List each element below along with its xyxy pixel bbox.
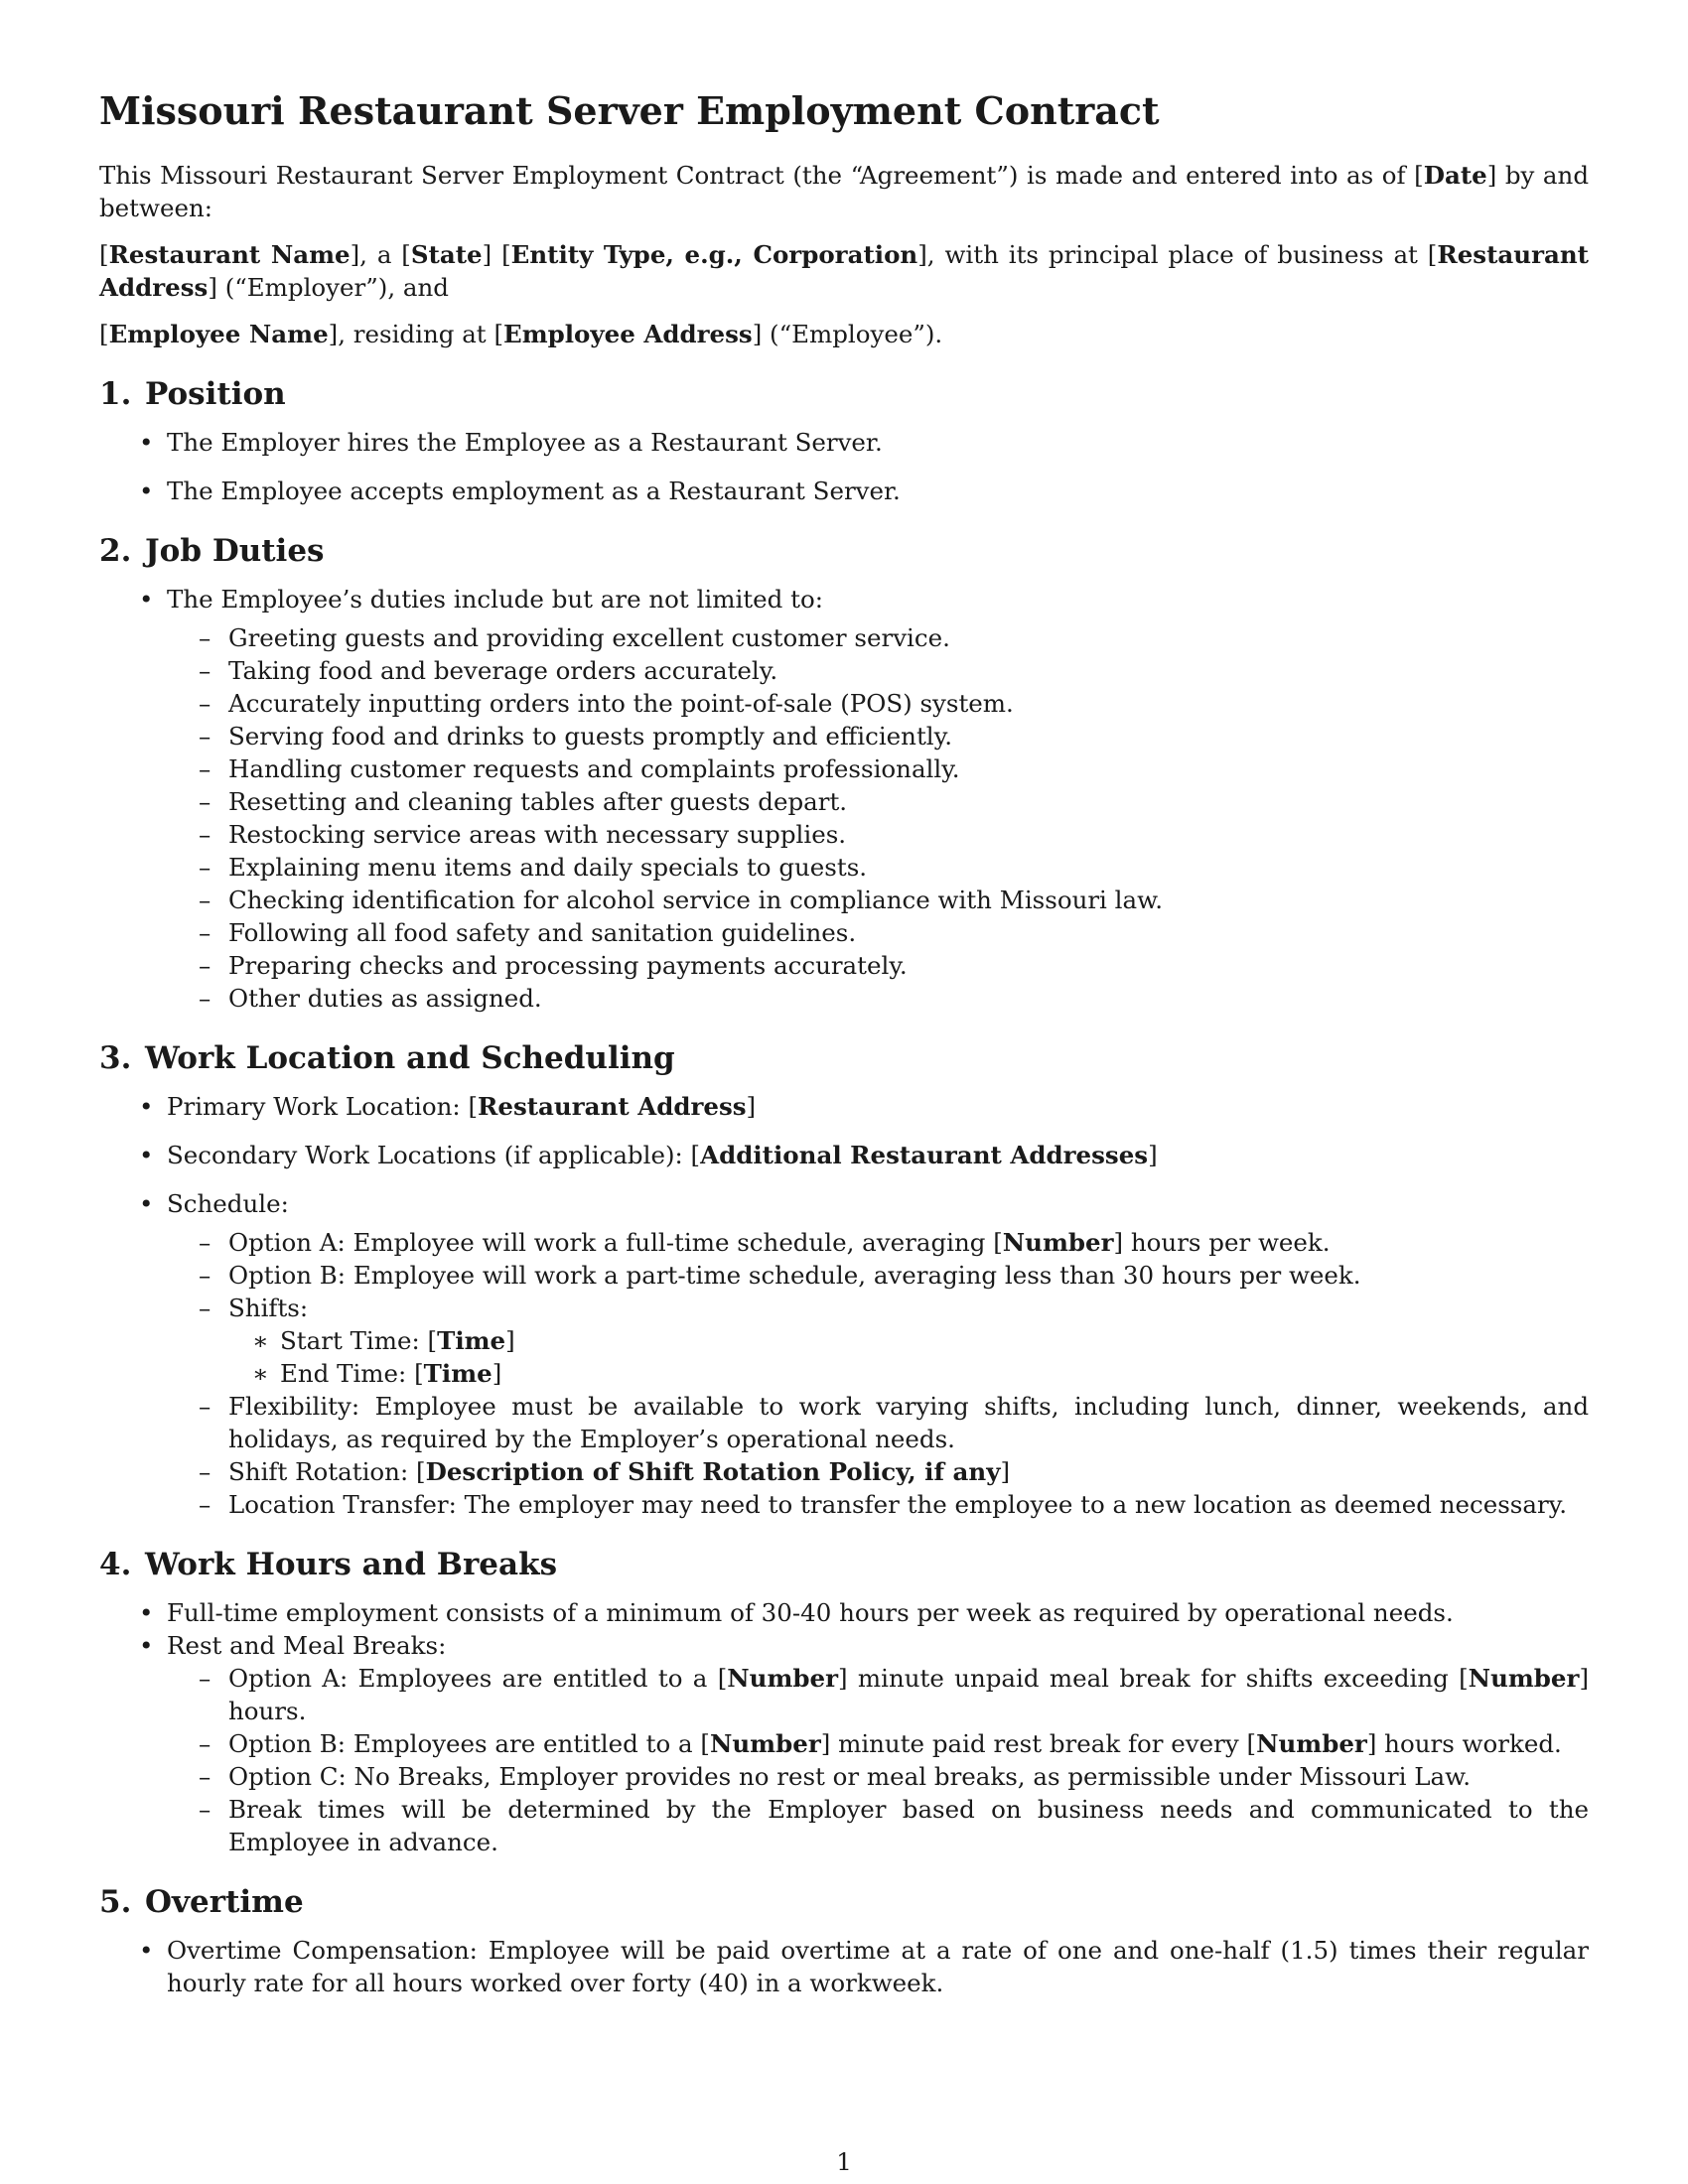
- schedule-text: Location Transfer: The employer may need to transfer the employee to a new location as deemed necessary.: [228, 1490, 1568, 1519]
- dash-icon: –: [199, 754, 211, 783]
- duty-item: [167, 720, 1589, 752]
- dash-icon: –: [199, 722, 211, 751]
- duty-text: Taking food and beverage orders accurately.: [228, 656, 778, 685]
- primary-location-placeholder: Restaurant Address: [478, 1092, 747, 1121]
- shift-item: ∗ Start Time: [Time]: [252, 1326, 515, 1355]
- employer-text: , a: [359, 240, 402, 269]
- bullet-icon: •: [139, 1631, 154, 1660]
- section-number: 2.: [99, 533, 132, 569]
- dash-icon: –: [199, 918, 211, 947]
- list-item: [99, 1596, 1589, 1629]
- dash-icon: –: [199, 1795, 211, 1824]
- section-heading-job-duties: [99, 531, 1589, 571]
- dash-icon: –: [199, 886, 211, 914]
- bullet-icon: •: [139, 1598, 154, 1627]
- employee-text: , residing at: [338, 320, 494, 348]
- intro-text: by and between:: [99, 161, 1590, 222]
- duty-text: Accurately inputting orders into the point-of-sale (POS) system.: [228, 689, 1014, 718]
- schedule-text: Option A: Employee will work a full-time schedule, averaging: [228, 1228, 994, 1257]
- asterisk-icon: ∗: [252, 1359, 269, 1388]
- shift-item: ∗ End Time: [Time]: [252, 1359, 502, 1388]
- start-time-placeholder: Time: [437, 1326, 506, 1355]
- break-text: minute paid rest break for every: [830, 1729, 1247, 1758]
- employer-text: , with its principal place of business at: [926, 240, 1428, 269]
- list-item: • Secondary Work Locations (if applicable): [Additional Restaurant Addresses]: [139, 1141, 1158, 1169]
- schedule-text: Shifts:: [228, 1294, 309, 1322]
- number-placeholder: Number: [1256, 1729, 1367, 1758]
- list-item: [99, 1934, 1589, 1999]
- schedule-text: Flexibility: Employee must be available to work varying shifts, including lunch, dinner, weekends, and holidays, as required by the Employer’s operational needs.: [228, 1392, 1589, 1453]
- number-placeholder: Number: [1468, 1664, 1580, 1693]
- schedule-item: [167, 1390, 1589, 1455]
- section-title: Work Location and Scheduling: [145, 1040, 675, 1076]
- duty-item: [167, 752, 1589, 785]
- employee-address-placeholder: Employee Address: [503, 320, 753, 348]
- section-number: 4.: [99, 1547, 132, 1582]
- duty-item: [167, 982, 1589, 1015]
- section-heading-work-location: [99, 1038, 1589, 1078]
- employer-paragraph: [Restaurant Name], a [State] [Entity Type, e.g., Corporation], with its principal place of business at [Restaurant Address] (“Employer”), and: [99, 240, 1589, 302]
- duty-item: [167, 621, 1589, 654]
- date-placeholder: Date: [1423, 161, 1487, 190]
- section-title: Work Hours and Breaks: [145, 1547, 558, 1582]
- schedule-text: Shift Rotation:: [228, 1457, 417, 1486]
- duty-text: Resetting and cleaning tables after guests depart.: [228, 787, 848, 816]
- state-placeholder: State: [410, 240, 483, 269]
- secondary-location-placeholder: Additional Restaurant Addresses: [700, 1141, 1149, 1169]
- rotation-policy-placeholder: Description of Shift Rotation Policy, if any: [425, 1457, 1001, 1486]
- dash-icon: –: [199, 1228, 211, 1257]
- work-location-list: [99, 1090, 1589, 1521]
- schedule-item: [167, 1259, 1589, 1292]
- page-number: 1: [836, 2147, 852, 2176]
- list-item: [99, 583, 1589, 1015]
- hours-placeholder: Number: [1002, 1228, 1114, 1257]
- section-number: 1.: [99, 376, 132, 412]
- break-text: minute unpaid meal break for shifts exceeding: [847, 1664, 1460, 1693]
- asterisk-icon: ∗: [252, 1326, 269, 1355]
- duty-text: Following all food safety and sanitation guidelines.: [228, 918, 857, 947]
- intro-text: This Missouri Restaurant Server Employment Contract (the “Agreement”) is made and entered into as of: [99, 161, 1415, 190]
- schedule-item: – Shift Rotation: [Description of Shift Rotation Policy, if any]: [199, 1457, 1011, 1486]
- section-heading-work-hours: [99, 1545, 1589, 1584]
- dash-icon: –: [199, 656, 211, 685]
- bullet-icon: •: [139, 585, 154, 614]
- document-page: [99, 87, 1589, 2015]
- schedule-sublist: [167, 1226, 1589, 1521]
- duty-item: [167, 949, 1589, 982]
- dash-icon: –: [199, 1762, 211, 1791]
- break-item: – Option A: Employees are entitled to a [Number] minute unpaid meal break for shifts exceeding [Number] hours.: [199, 1664, 1589, 1725]
- work-hours-list: [99, 1596, 1589, 1858]
- dash-icon: –: [199, 951, 211, 980]
- duty-text: Serving food and drinks to guests promptly and efficiently.: [228, 722, 953, 751]
- break-item: – Option B: Employees are entitled to a [Number] minute paid rest break for every [Number] hours worked.: [199, 1729, 1562, 1758]
- restaurant-name-placeholder: Restaurant Name: [108, 240, 351, 269]
- section-heading-position: [99, 374, 1589, 414]
- break-text: Break times will be determined by the Employer based on business needs and communicated to the Employee in advance.: [228, 1795, 1589, 1856]
- list-item-text: Full-time employment consists of a minimum of 30-40 hours per week as required by operational needs.: [167, 1598, 1454, 1627]
- entity-type-placeholder: Entity Type, e.g., Corporation: [510, 240, 918, 269]
- list-item-text: The Employer hires the Employee as a Restaurant Server.: [167, 428, 883, 457]
- dash-icon: –: [199, 853, 211, 882]
- duty-text: Greeting guests and providing excellent customer service.: [228, 623, 950, 652]
- job-duties-list: [99, 583, 1589, 1015]
- break-text: Option B: Employees are entitled to a: [228, 1729, 701, 1758]
- list-item: [99, 426, 1589, 459]
- bullet-icon: •: [139, 1141, 154, 1169]
- employee-name-placeholder: Employee Name: [108, 320, 329, 348]
- dash-icon: –: [199, 1294, 211, 1322]
- duties-sublist: [167, 621, 1589, 1015]
- duty-item: [167, 818, 1589, 851]
- intro-paragraph: This Missouri Restaurant Server Employment Contract (the “Agreement”) is made and entered into as of [Date] by and between:: [99, 161, 1590, 222]
- schedule-text: hours per week.: [1123, 1228, 1331, 1257]
- duty-text: Restocking service areas with necessary supplies.: [228, 820, 847, 849]
- list-item-text: Rest and Meal Breaks:: [167, 1631, 447, 1660]
- shift-text: End Time:: [280, 1359, 415, 1388]
- section-heading-overtime: [99, 1882, 1589, 1922]
- list-item-text: Schedule:: [167, 1189, 289, 1218]
- dash-icon: –: [199, 820, 211, 849]
- dash-icon: –: [199, 1664, 211, 1693]
- duty-item: [167, 654, 1589, 687]
- dash-icon: –: [199, 1729, 211, 1758]
- break-text: Option C: No Breaks, Employer provides no rest or meal breaks, as permissible under Missouri Law.: [228, 1762, 1471, 1791]
- employer-text: (“Employer”), and: [216, 273, 449, 302]
- dash-icon: –: [199, 1457, 211, 1486]
- schedule-item: – Option A: Employee will work a full-time schedule, averaging [Number] hours per week.: [199, 1228, 1331, 1257]
- dash-icon: –: [199, 1392, 211, 1421]
- employee-text: (“Employee”).: [762, 320, 943, 348]
- duty-item: [167, 851, 1589, 884]
- duty-item: [167, 916, 1589, 949]
- section-number: 5.: [99, 1884, 132, 1920]
- section-title: Job Duties: [145, 533, 325, 569]
- shift-text: Start Time:: [280, 1326, 428, 1355]
- dash-icon: –: [199, 1261, 211, 1290]
- number-placeholder: Number: [709, 1729, 821, 1758]
- section-number: 3.: [99, 1040, 132, 1076]
- list-item: [99, 475, 1589, 507]
- overtime-list: [99, 1934, 1589, 1999]
- schedule-text: Option B: Employee will work a part-time schedule, averaging less than 30 hours per week.: [228, 1261, 1361, 1290]
- dash-icon: –: [199, 984, 211, 1013]
- dash-icon: –: [199, 623, 211, 652]
- section-title: Position: [145, 376, 286, 412]
- position-list: [99, 426, 1589, 507]
- duty-text: Preparing checks and processing payments accurately.: [228, 951, 908, 980]
- section-title: Overtime: [145, 1884, 304, 1920]
- list-item: • Primary Work Location: [Restaurant Address]: [139, 1092, 757, 1121]
- break-text: hours.: [228, 1697, 307, 1725]
- bullet-icon: •: [139, 1936, 154, 1965]
- employee-paragraph: [Employee Name], residing at [Employee Address] (“Employee”).: [99, 320, 943, 348]
- breaks-sublist: [167, 1662, 1589, 1858]
- duty-text: Other duties as assigned.: [228, 984, 542, 1013]
- duty-text: Explaining menu items and daily specials to guests.: [228, 853, 868, 882]
- duty-text: Handling customer requests and complaints professionally.: [228, 754, 960, 783]
- duty-item: [167, 687, 1589, 720]
- bullet-icon: •: [139, 1092, 154, 1121]
- duty-item: [167, 884, 1589, 916]
- restaurant-address-placeholder: Restaurant Address: [99, 240, 1589, 302]
- document-title: Missouri Restaurant Server Employment Contract: [99, 88, 1160, 133]
- list-item-text: Overtime Compensation: Employee will be paid overtime at a rate of one and one-half (1.5) times their regular hourly rate for all hours worked over forty (40) in a workweek.: [167, 1936, 1589, 1997]
- break-item: [167, 1793, 1589, 1858]
- list-item: [99, 1629, 1589, 1858]
- number-placeholder: Number: [727, 1664, 839, 1693]
- duty-text: Checking identification for alcohol service in compliance with Missouri law.: [228, 886, 1163, 914]
- list-item: [99, 1187, 1589, 1521]
- list-item-text: Primary Work Location:: [167, 1092, 469, 1121]
- list-item-text: The Employee’s duties include but are not limited to:: [167, 585, 823, 614]
- bullet-icon: •: [139, 477, 154, 505]
- dash-icon: –: [199, 787, 211, 816]
- duty-item: [167, 785, 1589, 818]
- break-text: hours worked.: [1376, 1729, 1562, 1758]
- break-text: Option A: Employees are entitled to a: [228, 1664, 718, 1693]
- break-item: [167, 1760, 1589, 1793]
- list-item-text: The Employee accepts employment as a Restaurant Server.: [167, 477, 901, 505]
- bullet-icon: •: [139, 428, 154, 457]
- bullet-icon: •: [139, 1189, 154, 1218]
- dash-icon: –: [199, 1490, 211, 1519]
- shifts-sublist: [228, 1324, 1589, 1390]
- schedule-item: [167, 1292, 1589, 1390]
- end-time-placeholder: Time: [423, 1359, 492, 1388]
- schedule-item: [167, 1488, 1589, 1521]
- list-item-text: Secondary Work Locations (if applicable):: [167, 1141, 691, 1169]
- dash-icon: –: [199, 689, 211, 718]
